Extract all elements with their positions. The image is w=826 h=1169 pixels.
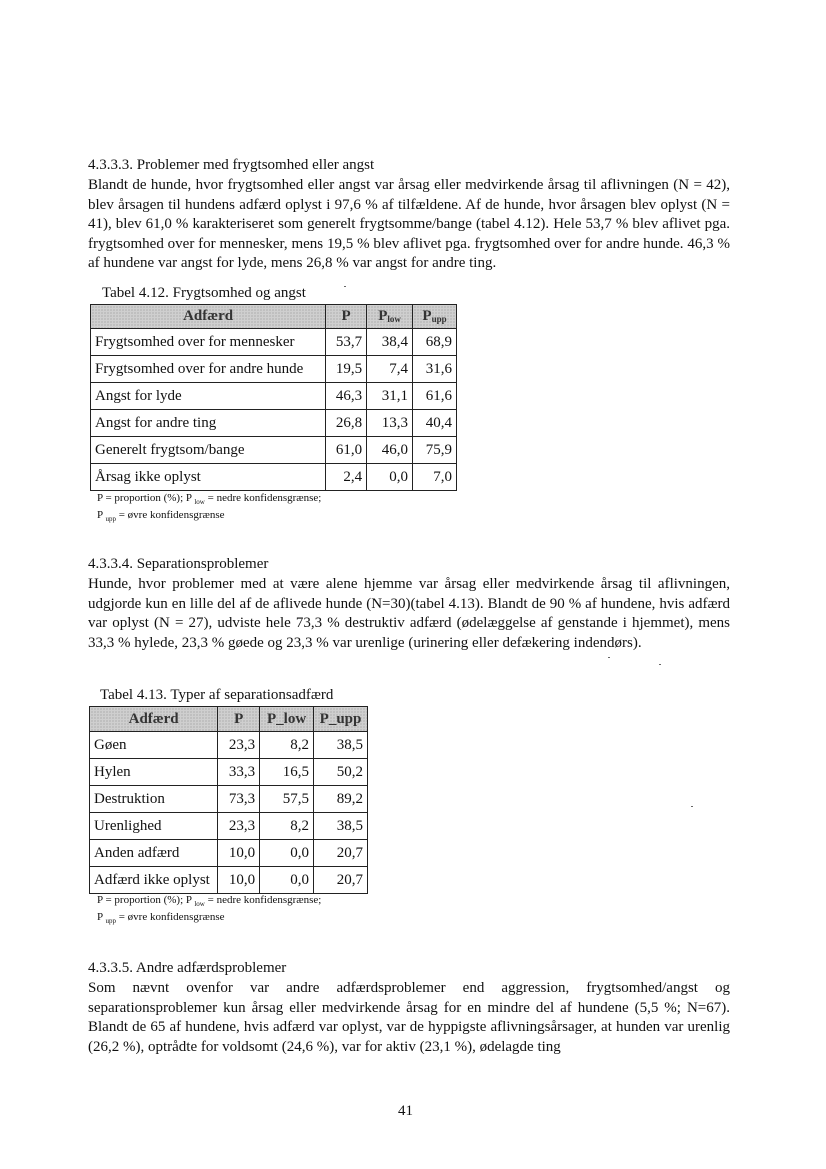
table-frygtsomhed <box>90 304 457 491</box>
row-label: Angst for andre ting <box>91 410 326 437</box>
table-row <box>91 383 457 410</box>
cell-p-low: 8,2 <box>260 732 314 759</box>
table-row <box>90 732 368 759</box>
cell-p: 33,3 <box>218 759 260 786</box>
scan-speck <box>659 664 661 665</box>
cell-p: 10,0 <box>218 867 260 894</box>
cell-p-upp: 89,2 <box>314 786 368 813</box>
table-separation <box>89 706 368 894</box>
cell-p-upp: 68,9 <box>413 329 457 356</box>
row-label: Destruktion <box>90 786 218 813</box>
row-label: Angst for lyde <box>91 383 326 410</box>
section-title-separation: 4.3.3.4. Separationsproblemer <box>88 556 269 572</box>
table-note-4-12: P = proportion (%); P $_{low}$ = nedre konfidensgrænse; P $_{upp}$ = øvre konfidensgrænse <box>97 492 322 524</box>
cell-p-low: 7,4 <box>367 356 413 383</box>
cell-p: 23,3 <box>218 732 260 759</box>
cell-p-upp: 20,7 <box>314 867 368 894</box>
cell-p-low: 0,0 <box>260 840 314 867</box>
table-header-row <box>91 305 457 329</box>
cell-p-upp: 40,4 <box>413 410 457 437</box>
cell-p: 23,3 <box>218 813 260 840</box>
cell-p-upp: 38,5 <box>314 813 368 840</box>
section-title-frygtsomhed: 4.3.3.3. Problemer med frygtsomhed eller angst <box>88 157 375 173</box>
table-note-4-13: P = proportion (%); P $_{low}$ = nedre konfidensgrænse; P $_{upp}$ = øvre konfidensgrænse <box>97 894 322 926</box>
section-title-andre: 4.3.3.5. Andre adfærdsproblemer <box>88 960 287 976</box>
cell-p: 19,5 <box>326 356 367 383</box>
cell-p: 73,3 <box>218 786 260 813</box>
cell-p: 61,0 <box>326 437 367 464</box>
table-row <box>90 840 368 867</box>
header-p-upp: $P_{upp}$ <box>413 305 457 329</box>
cell-p-low: 0,0 <box>260 867 314 894</box>
table-row <box>91 329 457 356</box>
paragraph-separation: Hunde, hvor problemer med at være alene hjemme var årsag eller medvirkende årsag til aflivningen, udgjorde kun en lille del af de aflivede hunde (N=30)(tabel 4.13). Blandt de 90 % af hundene, hvis adfærd var oplyst (N = 27), udviste hele 73,3 % destruktiv adfærd (ødelæggelse af genstande i hjemmet), mens 33,3 % hylede, 23,3 % gøede og 23,3 % var urenlige (urinering eller defækering indendørs). <box>88 576 730 651</box>
page-number: 41 <box>398 1103 413 1119</box>
cell-p: 26,8 <box>326 410 367 437</box>
header-adfaerd: Adfærd <box>91 305 326 329</box>
cell-p-upp: 75,9 <box>413 437 457 464</box>
table-caption-4-12: Tabel 4.12. Frygtsomhed og angst <box>102 285 306 301</box>
cell-p: 46,3 <box>326 383 367 410</box>
cell-p-upp: 31,6 <box>413 356 457 383</box>
cell-p-low: 0,0 <box>367 464 413 491</box>
scan-speck <box>344 286 346 287</box>
table-row <box>91 356 457 383</box>
cell-p: 10,0 <box>218 840 260 867</box>
cell-p-low: 38,4 <box>367 329 413 356</box>
cell-p-upp: 61,6 <box>413 383 457 410</box>
cell-p-low: 16,5 <box>260 759 314 786</box>
table-row <box>91 410 457 437</box>
header-adfaerd: Adfærd <box>90 707 218 732</box>
table-row <box>90 786 368 813</box>
cell-p: 2,4 <box>326 464 367 491</box>
cell-p: 53,7 <box>326 329 367 356</box>
paragraph-frygtsomhed: Blandt de hunde, hvor frygtsomhed eller angst var årsag eller medvirkende årsag til aflivningen (N = 42), blev årsagen til hundens adfærd oplyst i 97,6 % af tilfældene. Af de hunde, hvor årsagen blev oplyst (N = 41), blev 61,0 % karakteriseret som generelt frygtsomme/bange (tabel 4.12). Hele 53,7 % blev aflivet pga. frygtsomhed over for mennesker, mens 19,5 % blev aflivet pga. frygtsomhed over for andre hunde. 46,3 % af hundene var angst for lyde, mens 26,8 % var angst for andre ting. <box>88 177 730 272</box>
cell-p-upp: 50,2 <box>314 759 368 786</box>
header-p-low: P_low <box>260 707 314 732</box>
scan-speck <box>608 657 610 658</box>
row-label: Adfærd ikke oplyst <box>90 867 218 894</box>
row-label: Urenlighed <box>90 813 218 840</box>
cell-p-low: 57,5 <box>260 786 314 813</box>
header-p-low: $P_{low}$ <box>367 305 413 329</box>
row-label: Anden adfærd <box>90 840 218 867</box>
header-p: P <box>218 707 260 732</box>
row-label: Hylen <box>90 759 218 786</box>
row-label: Frygtsomhed over for andre hunde <box>91 356 326 383</box>
cell-p-low: 13,3 <box>367 410 413 437</box>
table-caption-4-13: Tabel 4.13. Typer af separationsadfærd <box>100 687 334 703</box>
table-row <box>90 867 368 894</box>
table-header-row <box>90 707 368 732</box>
row-label: Frygtsomhed over for mennesker <box>91 329 326 356</box>
table-row <box>90 813 368 840</box>
cell-p-upp: 38,5 <box>314 732 368 759</box>
header-p: P <box>326 305 367 329</box>
row-label: Gøen <box>90 732 218 759</box>
row-label: Generelt frygtsom/bange <box>91 437 326 464</box>
cell-p-low: 31,1 <box>367 383 413 410</box>
cell-p-low: 8,2 <box>260 813 314 840</box>
row-label: Årsag ikke oplyst <box>91 464 326 491</box>
table-row <box>91 464 457 491</box>
cell-p-low: 46,0 <box>367 437 413 464</box>
cell-p-upp: 7,0 <box>413 464 457 491</box>
cell-p-upp: 20,7 <box>314 840 368 867</box>
table-row <box>91 437 457 464</box>
scan-speck <box>691 806 693 807</box>
table-row <box>90 759 368 786</box>
header-p-upp: P_upp <box>314 707 368 732</box>
paragraph-andre: Som nævnt ovenfor var andre adfærdsproblemer end aggression, frygtsomhed/angst og separationsproblemer kun årsag eller medvirkende årsag for en mindre del af hundene (5,5 %; N=67). Blandt de 65 af hundene, hvis adfærd var oplyst, var de hyppigste aflivningsårsager, at hunden var urenlig (26,2 %), optrådte for voldsomt (24,6 %), var for aktiv (23,1 %), ødelagde ting <box>88 980 730 1055</box>
